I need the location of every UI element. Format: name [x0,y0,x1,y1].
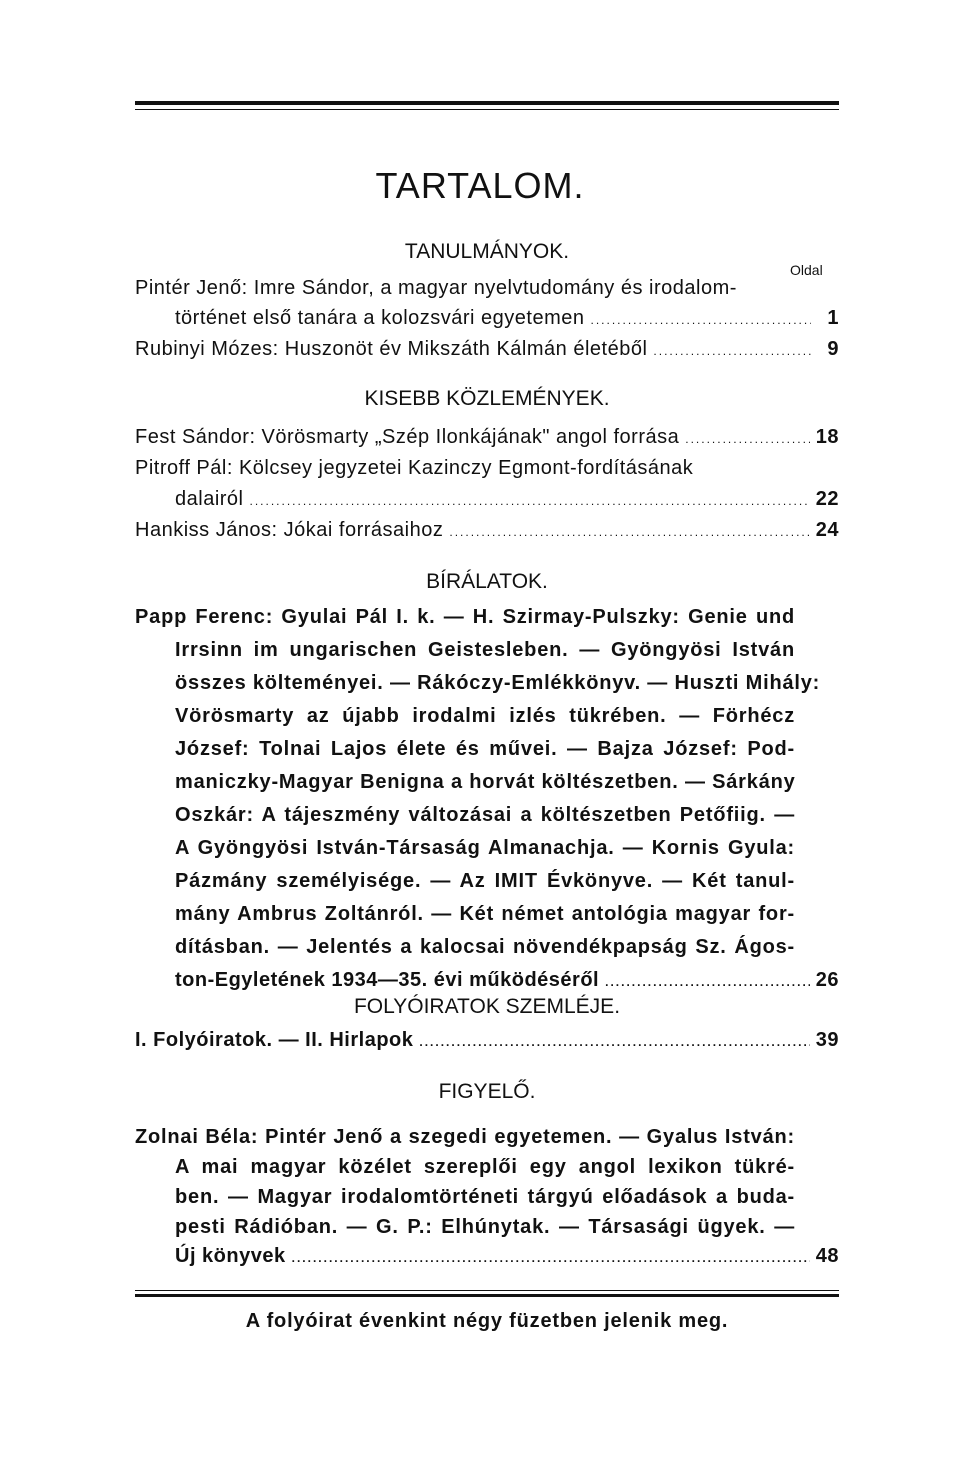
dot-leader [685,427,810,451]
section-kozlemenyek-heading: KISEBB KÖZLEMÉNYEK. [364,387,610,410]
top-rule-thick [135,101,839,105]
toc-line: Irrsinn im ungarischen Geistesleben. — Gyöngyösi István [175,639,795,661]
dot-leader [591,308,812,332]
toc-line: mány Ambrus Zoltánról. — Két német antológia magyar for- [175,903,795,925]
section-figyelo-heading: FIGYELŐ. [438,1080,536,1103]
toc-line: dításban. — Jelentés a kalocsai növendékpapság Sz. Ágos- [175,936,795,958]
section-tanulmanyok-heading: TANULMÁNYOK. [404,240,570,263]
toc-entry [135,518,839,544]
page-number: 26 [815,969,839,991]
toc-line: Pitroff Pál: Kölcsey jegyzetei Kazinczy Egmont-fordításának [135,457,694,479]
toc-entry [175,968,839,994]
bottom-rule-thin [135,1290,839,1291]
toc-entry-text: Fest Sándor: Vörösmarty „Szép Ilonkájának" angol forrása [135,426,680,448]
toc-line: ben. — Magyar irodalomtörténeti tárgyú előadások a buda- [175,1186,795,1208]
section-szemle-heading: FOLYÓIRATOK SZEMLÉJE. [353,995,621,1018]
bottom-rule-thick [135,1294,839,1297]
page-number: 1 [827,307,839,329]
toc-entry [175,487,839,513]
toc-entry-text: Rubinyi Mózes: Huszonöt év Mikszáth Kálmán életéből [135,338,648,360]
page-number: 48 [815,1245,839,1267]
toc-line: Zolnai Béla: Pintér Jenő a szegedi egyetemen. — Gyalus István: [135,1126,795,1148]
toc-entry [175,1244,839,1270]
page-number: 22 [815,488,839,510]
toc-entry-text: Új könyvek [175,1245,286,1267]
dot-leader [653,339,811,363]
page-number: 18 [815,426,839,448]
toc-line: Papp Ferenc: Gyulai Pál I. k. — H. Szirmay-Pulszky: Genie und [135,606,795,628]
toc-line: A Gyöngyösi István-Társaság Almanachja. — Kornis Gyula: [175,837,795,859]
oldal-label: Oldal [790,262,823,278]
page-number: 9 [827,338,839,360]
toc-line: pesti Rádióban. — G. P.: Elhúnytak. — Társasági ügyek. — [175,1216,795,1238]
toc-entry [135,337,839,363]
dot-leader [249,489,809,513]
toc-line: Vörösmarty az újabb irodalmi izlés tükrében. — Förhécz [175,705,795,727]
top-rule-thin [135,109,839,110]
toc-entry-text: ton-Egyletének 1934—35. évi működéséről [175,969,600,991]
footer-note: A folyóirat évenkint négy füzetben jelenik meg. [245,1310,729,1332]
toc-entry-text: történet első tanára a kolozsvári egyetemen [175,307,585,329]
toc-entry-text: dalairól [175,488,244,510]
dot-leader [605,970,810,994]
toc-line: Pázmány személyisége. — Az IMIT Évkönyve. — Két tanul- [175,870,795,892]
toc-line: Oszkár: A tájeszmény változásai a költészetben Petőfiig. — [175,804,795,826]
page-title: TARTALOM. [375,165,585,206]
toc-entry [135,1028,839,1054]
section-biralatok-heading: BÍRÁLATOK. [426,570,548,593]
toc-line: A mai magyar közélet szereplői egy angol lexikon tükré- [175,1156,795,1178]
dot-leader [419,1030,809,1054]
toc-entry-text: Hankiss János: Jókai forrásaihoz [135,519,444,541]
toc-entry-text: I. Folyóiratok. — II. Hirlapok [135,1029,414,1051]
toc-entry [135,425,839,451]
dot-leader [449,520,809,544]
page-number: 24 [815,519,839,541]
toc-line: József: Tolnai Lajos élete és művei. — Bajza József: Pod- [175,738,795,760]
toc-line: Pintér Jenő: Imre Sándor, a magyar nyelvtudomány és irodalom- [135,277,737,299]
dot-leader [292,1246,810,1270]
toc-entry [175,306,839,332]
toc-line: összes költeményei. — Rákóczy-Emlékkönyv. — Huszti Mihály: [175,672,821,694]
toc-line: maniczky-Magyar Benigna a horvát költészetben. — Sárkány [175,771,796,793]
page-number: 39 [815,1029,839,1051]
